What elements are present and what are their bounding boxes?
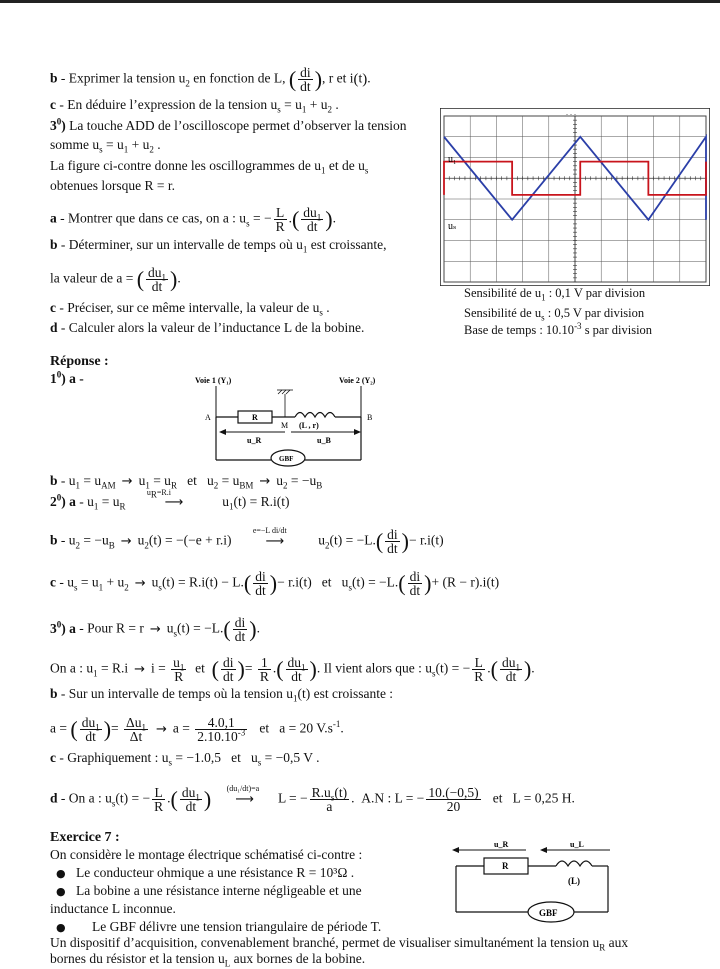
- response-2c: $c - u_s = u_1 + u_2 \to u_s(t) = R.i(t) - L$.( $\frac{di}{dt}$ )− r.i(t) et $u_s(t) = -L$.( $\frac{di}{dt}$ )+ (R − r).i(t): [50, 569, 500, 598]
- exercise-7-device: Un dispositif d’acquisition, convenablement branché, permet de visualiser simultanément la tension $u_R$ aux: [50, 935, 629, 953]
- question-3-sum: somme $u_s = u_1 + u_2$ .: [50, 137, 161, 155]
- response-3c: c - Graphiquement : $u_s = -1.0,5$ et $u_s = -0,5$ V .: [50, 750, 320, 768]
- sens-u1: Sensibilité de $u_1$ : 0,1 V par division: [464, 286, 646, 303]
- ub-label: u_B: [317, 436, 331, 445]
- voie1-label: Voie 1 (Y₁): [195, 376, 232, 385]
- scope-label-us: uₛ: [448, 221, 457, 232]
- question-b: b - Exprimer la tension $u_2$ en fonction de L, ( $\frac{di}{dt}$ ), r et i(t).: [50, 65, 371, 94]
- coil-icon-2: [556, 861, 592, 866]
- node-m: M: [281, 421, 289, 430]
- response-2b: $b - u_2 = -u_B \to u_2(t) = -(-e + r.i)$ e=−L di/dt ⟶ $u_2(t) = -L$.( $\frac{di}{dt}$ )− r.i(t): [50, 525, 444, 556]
- response-1b: $b - u_1 = u_{AM} \to u_1 = u_R$ et $u_2 = u_{BM} \to u_2 = -u_B$: [50, 473, 323, 491]
- timebase: Base de temps : $10.10^{-3}$ s par division: [464, 320, 653, 337]
- oscillogram: [440, 108, 710, 286]
- scope-label-u1: u₁: [448, 154, 457, 165]
- question-3d: d - Calculer alors la valeur de l’inductance L de la bobine.: [50, 320, 365, 335]
- question-c: c - En déduire l’expression de la tension $u_s = u_1 + u_2$ .: [50, 97, 339, 115]
- sens-us: Sensibilité de $u_s$ : 0,5 V par division: [464, 306, 645, 323]
- response-3a-2: On a : $u_1 = R.i \to i$ = $\frac{u_1}{R}$ et ( $\frac{di}{dt}$ )= $\frac{1}{R}$ .( $\frac{du_1}{dt}$ ). Il vient alors que : $u_s(t)$ = − $\frac{L}{R}$ .( $\frac{du_1}{dt}$ ).: [50, 655, 535, 684]
- exercise-7-intro: On considère le montage électrique schématisé ci-contre :: [50, 847, 363, 862]
- response-3b-2: a = ( $\frac{du_1}{dt}$ )= $\frac{\Delta u_1}{\Delta t}$ → a = $\frac{4.0,1}{2.10.10^{-3}}$ et a = 20 $V.s^{-1}$.: [50, 715, 344, 744]
- node-a: A: [205, 413, 211, 422]
- scope-dots: . . .: [566, 108, 576, 117]
- bullet-icon: ●: [56, 921, 66, 934]
- response-3d: d - On a : $u_s(t)$ = − $\frac{L}{R}$ .( $\frac{du_1}{dt}$ ) (du₁/dt)=a ⟶ L = − $\frac{R.u_s(t)}{a}$ . A.N : L = − $\frac{10.(-0,5)}{20}$ et L = 0,25 H.: [50, 783, 575, 814]
- coil-label: (L , r): [299, 421, 319, 430]
- exercise-7-coil-2: inductance L inconnue.: [50, 901, 176, 916]
- question-3-figure: La figure ci-contre donne les oscillogrammes de $u_1$ et de $u_s$: [50, 158, 369, 176]
- response-3a: $3^0$) a - Pour $R = r \to u_s(t) = -L$.( $\frac{di}{dt}$ ).: [50, 615, 260, 644]
- question-3-cond: obtenues lorsque R = r.: [50, 178, 175, 193]
- question-3: $3^0$) La touche ADD de l’oscilloscope permet d’observer la tension: [50, 116, 407, 133]
- ur-label: u_R: [247, 436, 262, 445]
- response-3b: b - Sur un intervalle de temps où la tension $u_1(t)$ est croissante :: [50, 686, 394, 704]
- ur-label-2: u_R: [494, 840, 509, 849]
- resistor-label: R: [252, 413, 258, 422]
- exercise-7-title: Exercice 7 :: [50, 830, 120, 845]
- ul-label: u_L: [570, 840, 584, 849]
- bullet-icon: ●: [56, 867, 66, 880]
- resistor-label-2: R: [502, 861, 509, 871]
- coil-label-2: (L): [568, 876, 580, 886]
- response-title: Réponse :: [50, 354, 109, 369]
- question-3b: b - Déterminer, sur un intervalle de temps où $u_1$ est croissante,: [50, 237, 387, 255]
- top-rule: [0, 0, 720, 3]
- exercise-7-device-2: bornes du résistor et la tension $u_L$ aux bornes de la bobine.: [50, 951, 366, 969]
- question-3c: c - Préciser, sur ce même intervalle, la valeur de $u_s$ .: [50, 300, 330, 318]
- gbf-label-2: GBF: [539, 908, 558, 918]
- circuit-diagram-1: [195, 372, 395, 472]
- node-b: B: [367, 413, 373, 422]
- exercise-7-resistor: Le conducteur ohmique a une résistance R = 10³Ω .: [76, 865, 355, 880]
- question-3b-2: la valeur de a = ( $\frac{du_1}{dt}$ ).: [50, 265, 181, 294]
- exercise-7-coil: La bobine a une résistance interne négligeable et une: [76, 883, 362, 898]
- circuit-diagram-2: [448, 838, 618, 926]
- coil-icon: [295, 413, 335, 418]
- bullet-icon: ●: [56, 885, 66, 898]
- voie2-label: Voie 2 (Y₂): [339, 376, 376, 385]
- question-3a: a - Montrer que dans ce cas, on a : $u_s$ = − $\frac{L}{R}$ .( $\frac{du_1}{dt}$ ).: [50, 205, 336, 234]
- response-1a: $1^0$) a -: [50, 369, 84, 386]
- response-2a: $2^0$) $a - u_1 = u_R$ $u_R=R.i$ ⟶ $u_1(t) = R.i(t)$: [50, 488, 290, 512]
- ground-icon: [277, 390, 293, 417]
- exercise-7-gbf: Le GBF délivre une tension triangulaire de période T.: [92, 919, 382, 934]
- gbf-label: GBF: [279, 455, 294, 463]
